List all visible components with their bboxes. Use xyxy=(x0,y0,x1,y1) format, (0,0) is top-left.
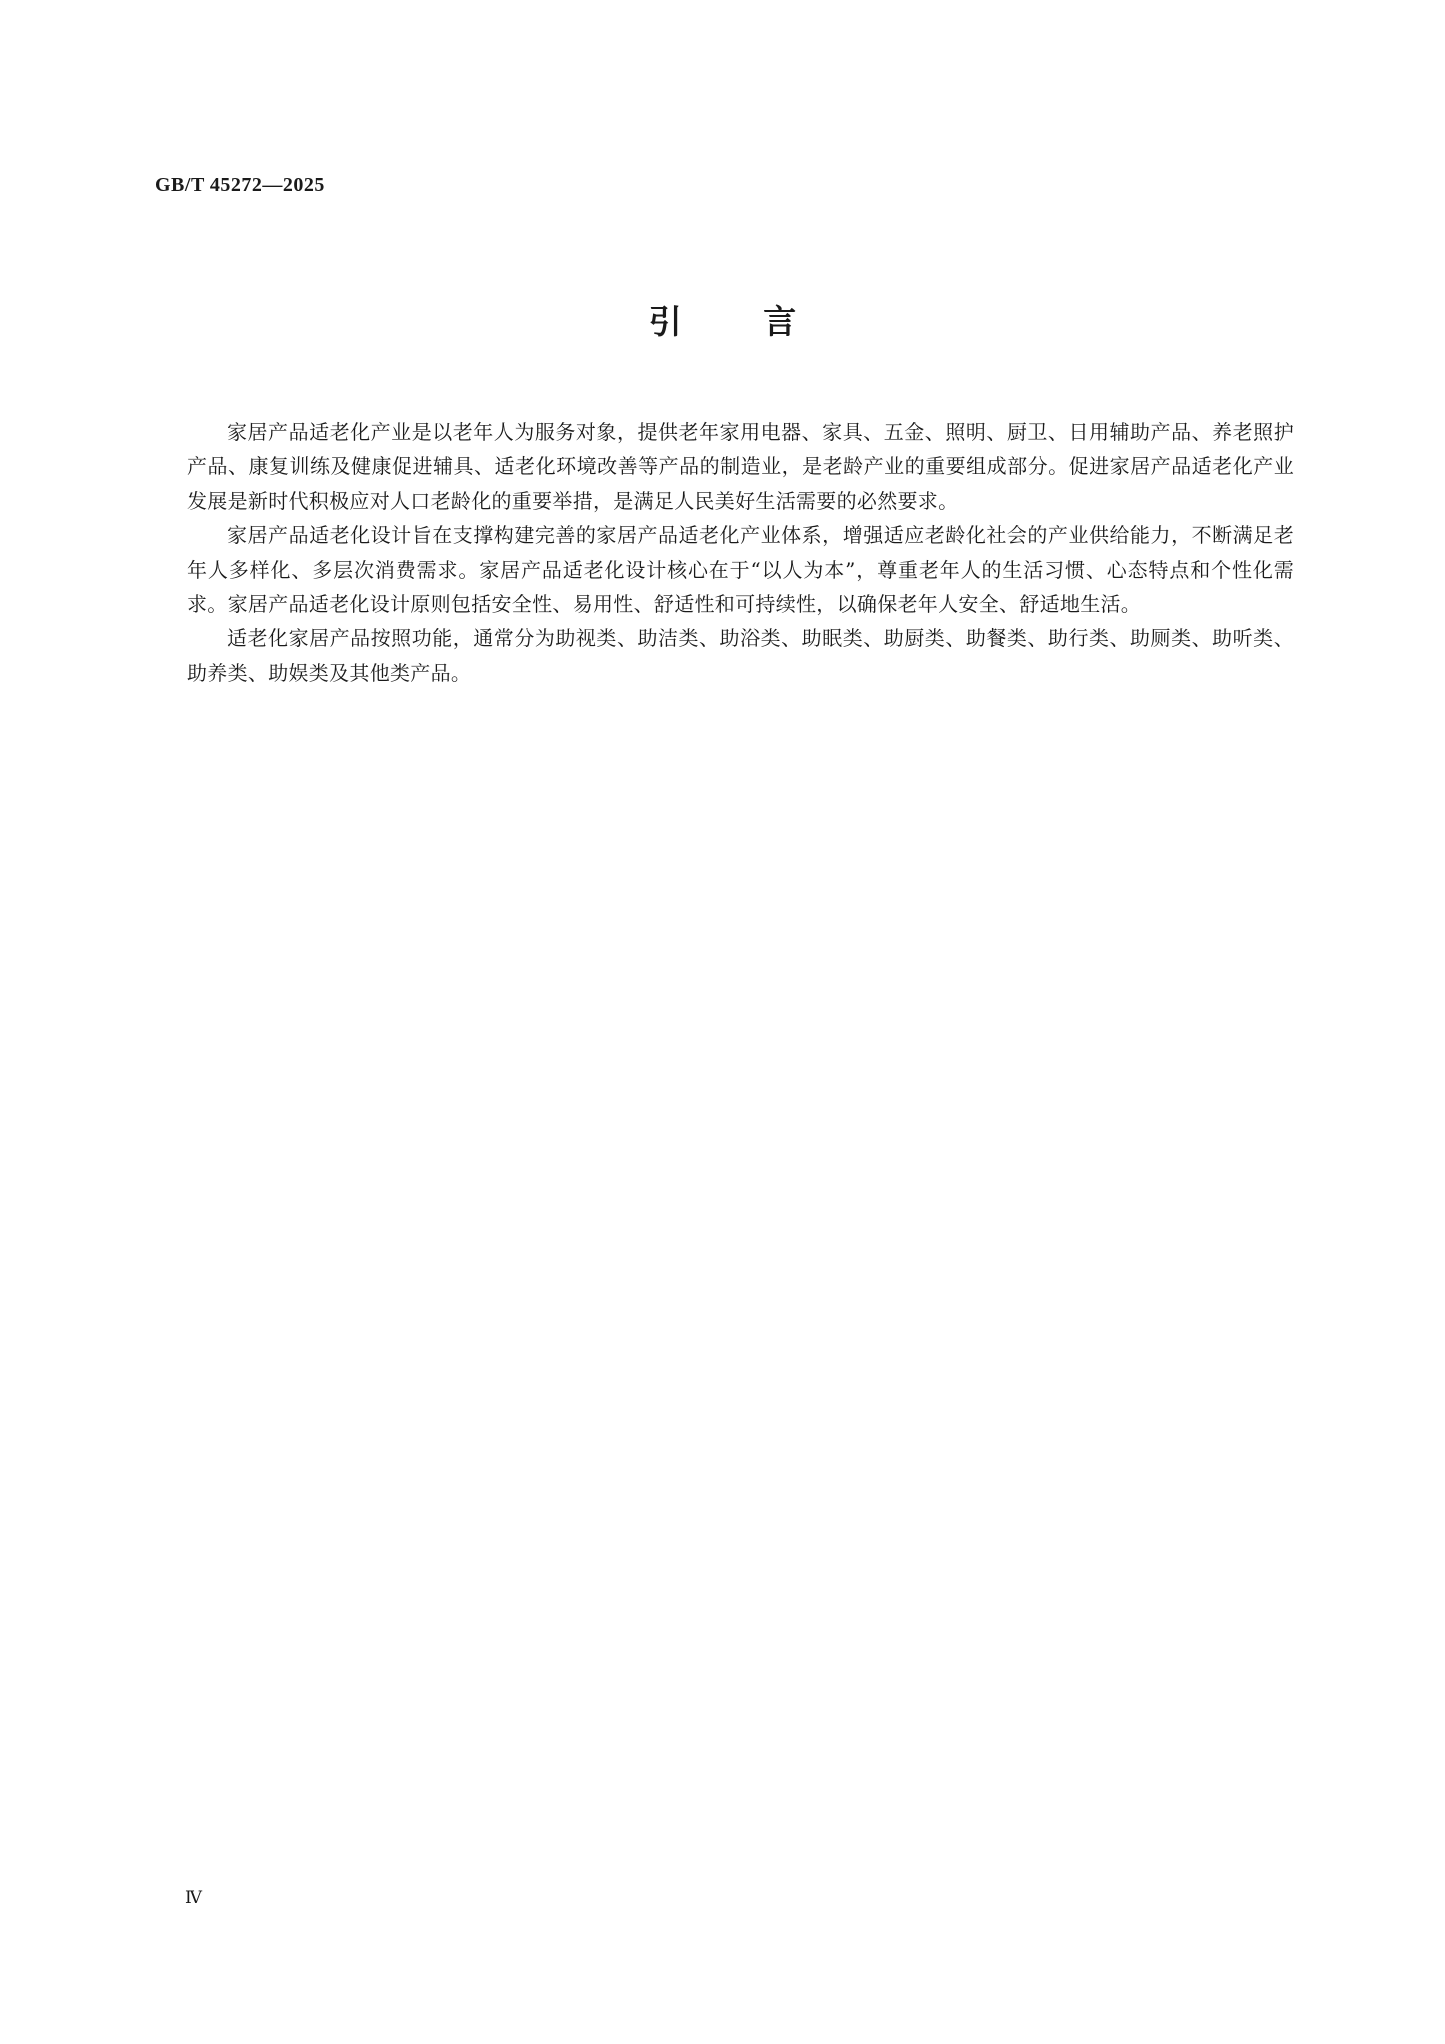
standard-code: GB/T 45272—2025 xyxy=(155,174,325,196)
paragraph: 适老化家居产品按照功能，通常分为助视类、助洁类、助浴类、助眠类、助厨类、助餐类、助行类、助厕类、助听类、助养类、助娱类及其他类产品。 xyxy=(187,626,1294,685)
page-number: Ⅳ xyxy=(185,1888,202,1907)
paragraph: 家居产品适老化产业是以老年人为服务对象，提供老年家用电器、家具、五金、照明、厨卫、日用辅助产品、养老照护产品、康复训练及健康促进辅具、适老化环境改善等产品的制造业，是老龄产业的重要组成部分。促进家居产品适老化产业发展是新时代积极应对人口老龄化的重要举措，是满足人民美好生活需要的必然要求。 xyxy=(187,420,1294,513)
body-text xyxy=(187,415,1294,690)
section-title: 引 言 xyxy=(648,302,797,341)
paragraph: 家居产品适老化设计旨在支撑构建完善的家居产品适老化产业体系，增强适应老龄化社会的产业供给能力，不断满足老年人多样化、多层次消费需求。家居产品适老化设计核心在于“以人为本”，尊重老年人的生活习惯、心态特点和个性化需求。家居产品适老化设计原则包括安全性、易用性、舒适性和可持续性，以确保老年人安全、舒适地生活。 xyxy=(187,523,1294,617)
